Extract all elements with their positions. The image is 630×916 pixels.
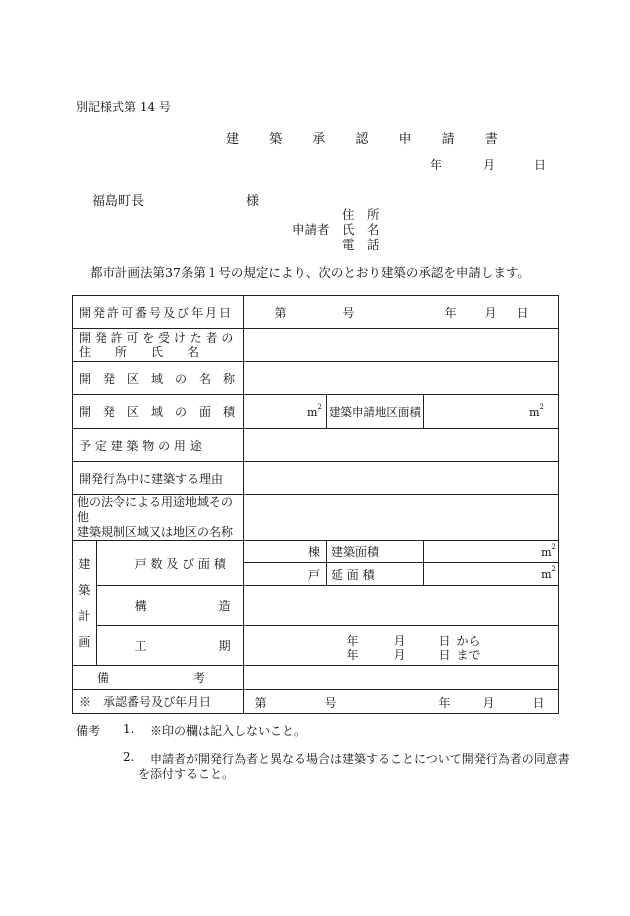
permit-holder-label-line2: 住 所 氏 名 xyxy=(79,345,200,359)
zoning-field[interactable] xyxy=(244,495,559,541)
permit-holder-label xyxy=(73,329,244,362)
approval-go: 号 xyxy=(324,695,337,710)
period-from-month: 月 xyxy=(393,633,406,648)
table-row xyxy=(73,395,559,429)
approval-year: 年 xyxy=(438,695,451,710)
header-year-label: 年 xyxy=(430,158,443,172)
day-label: 日 xyxy=(516,306,529,320)
notes-heading: 備考 xyxy=(76,724,101,738)
approval-day: 日 xyxy=(532,695,545,710)
table-row xyxy=(73,541,559,563)
period-to-label: まで xyxy=(456,647,481,662)
note-2-number: 2. xyxy=(123,750,135,764)
zoning-label-line2: 建築規制区域又は地区の名称 xyxy=(77,525,234,539)
year-label: 年 xyxy=(444,306,457,320)
to-field[interactable] xyxy=(244,563,326,586)
table-row xyxy=(73,586,559,626)
page-title: 建 築 承 認 申 請 書 xyxy=(226,132,511,147)
applicant-address-label: 住 所 xyxy=(342,207,380,222)
applicant-name-label: 氏 名 xyxy=(342,222,380,237)
header-month-label: 月 xyxy=(483,158,496,172)
structure-label: 構 造 xyxy=(96,586,244,626)
permit-holder-label-line1: 開 発 許 可 を 受 け た 者 の xyxy=(79,331,234,345)
building-app-area-label: 建築申請地区面積 xyxy=(326,395,423,429)
sqm-unit: $m^2$ xyxy=(541,542,556,559)
period-to-day: 日 xyxy=(438,647,451,662)
table-row xyxy=(73,626,559,666)
permit-holder-field[interactable] xyxy=(244,329,559,362)
floor-area-label: 延 面 積 xyxy=(326,563,423,586)
note-1-text: ※印の欄は記入しないこと。 xyxy=(150,724,307,738)
sqm-unit: $m^2$ xyxy=(307,402,322,419)
application-statement: 都市計画法第37条第１号の規定により、次のとおり建築の承認を申請します。 xyxy=(90,265,530,280)
table-row xyxy=(73,329,559,362)
mune-field[interactable] xyxy=(244,541,326,563)
mune-label: 棟 xyxy=(307,545,320,559)
reason-field[interactable] xyxy=(244,462,559,495)
application-table xyxy=(72,295,559,714)
go-label: 号 xyxy=(342,306,355,320)
area-size-label: 開 発 区 域 の 面 積 xyxy=(73,395,244,429)
building-plan-group-label: 建 築 計 画 xyxy=(73,541,97,666)
area-name-label: 開 発 区 域 の 名 称 xyxy=(73,362,244,395)
permit-no-date-label: 開発許可番号及び年月日 xyxy=(73,296,244,329)
area-name-field[interactable] xyxy=(244,362,559,395)
approval-field xyxy=(244,690,559,714)
building-app-area-field[interactable] xyxy=(423,395,558,429)
period-from-label: から xyxy=(456,633,481,648)
sqm-unit: $m^2$ xyxy=(529,402,544,419)
building-area-label: 建築面積 xyxy=(326,541,423,563)
remarks-label: 備 考 xyxy=(73,666,244,690)
planned-use-label: 予 定 建 築 物 の 用 途 xyxy=(73,429,244,462)
month-label: 月 xyxy=(484,306,497,320)
table-row xyxy=(73,296,559,329)
applicant-label: 申請者 xyxy=(292,222,330,237)
period-to-year: 年 xyxy=(346,647,359,662)
table-row xyxy=(73,690,559,714)
note-2-text-line1: 申請者が開発行為者と異なる場合は建築することについて開発行為者の同意書 xyxy=(150,752,570,766)
table-row xyxy=(73,362,559,395)
units-area-label: 戸 数 及 び 面 積 xyxy=(96,541,244,586)
approval-month: 月 xyxy=(482,695,495,710)
zoning-label xyxy=(73,495,244,541)
dai-label: 第 xyxy=(274,306,287,320)
remarks-field[interactable] xyxy=(244,666,559,690)
table-row xyxy=(73,495,559,541)
zoning-label-line1: 他の法令による用途地域その他 xyxy=(77,495,234,524)
period-from-year: 年 xyxy=(346,633,359,648)
floor-area-field[interactable] xyxy=(423,563,558,586)
area-size-field[interactable] xyxy=(244,395,326,429)
building-area-field[interactable] xyxy=(423,541,558,563)
honorific: 様 xyxy=(246,194,260,209)
table-row xyxy=(73,462,559,495)
approval-dai: 第 xyxy=(254,695,267,710)
planned-use-field[interactable] xyxy=(244,429,559,462)
table-row xyxy=(73,429,559,462)
header-day-label: 日 xyxy=(534,158,547,172)
sqm-unit: $m^2$ xyxy=(541,565,556,581)
period-from-day: 日 xyxy=(438,633,451,648)
note-1-number: 1. xyxy=(123,722,135,736)
period-field[interactable] xyxy=(244,626,559,666)
addressee: 福島町長 xyxy=(92,194,145,209)
permit-no-date-field[interactable] xyxy=(244,296,559,329)
structure-field[interactable] xyxy=(244,586,559,626)
note-2-text-line2: を添付すること。 xyxy=(138,767,235,781)
reason-label: 開発行為中に建築する理由 xyxy=(73,462,244,495)
period-label: 工 期 xyxy=(96,626,244,666)
applicant-phone-label: 電 話 xyxy=(342,237,380,252)
approval-label: ※ 承認番号及び年月日 xyxy=(73,690,244,714)
form-number: 別記様式第 14 号 xyxy=(76,100,171,114)
period-to-month: 月 xyxy=(393,647,406,662)
to-label: 戸 xyxy=(307,567,320,582)
table-row xyxy=(73,666,559,690)
